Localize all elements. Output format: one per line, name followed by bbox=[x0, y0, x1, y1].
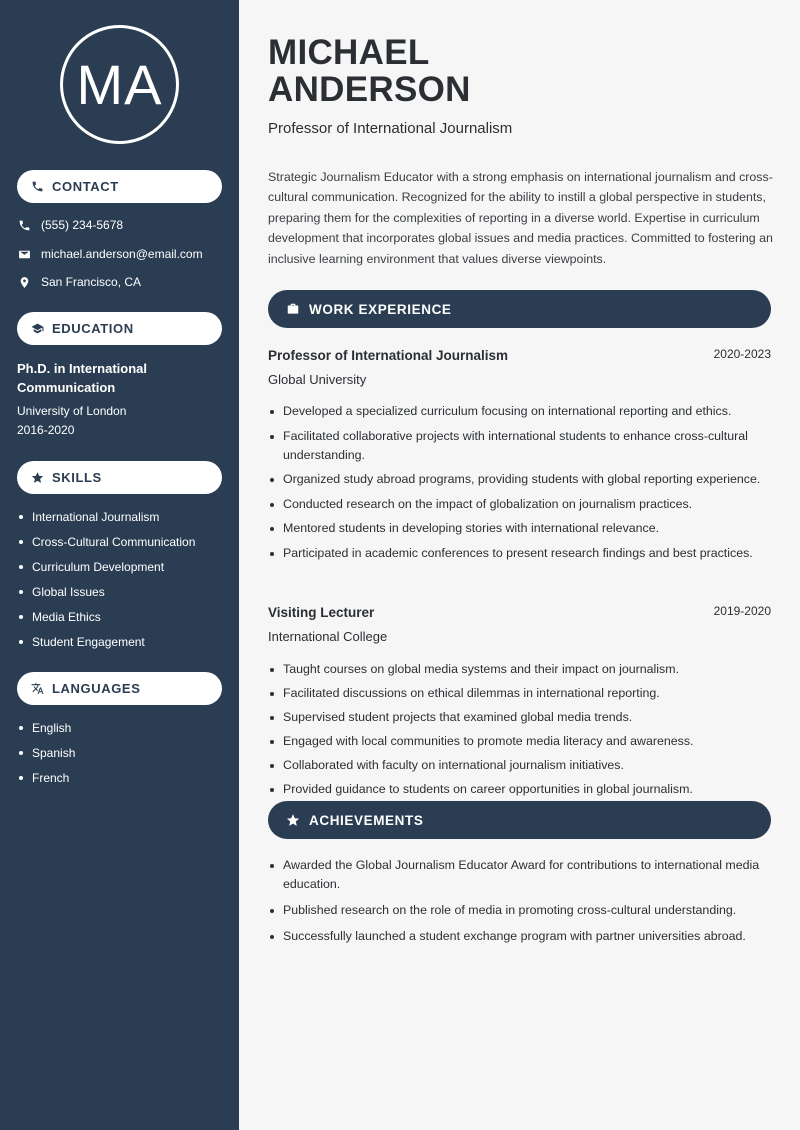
language-item: French bbox=[17, 770, 75, 795]
contact-email bbox=[17, 247, 203, 261]
bullet-item: Engaged with local communities to promote media literacy and awareness. bbox=[268, 732, 773, 751]
bullet-item: Facilitated discussions on ethical dilemmas in international reporting. bbox=[268, 684, 773, 703]
star-icon bbox=[30, 471, 44, 485]
bullet-item: Provided guidance to students on career opportunities in global journalism. bbox=[268, 780, 773, 799]
bullet-item: Organized study abroad programs, providing students with global reporting experience. bbox=[268, 470, 773, 489]
name-last: ANDERSON bbox=[268, 70, 471, 109]
location-text: San Francisco, CA bbox=[41, 275, 142, 289]
achievement-item: Published research on the role of media in promoting cross-cultural understanding. bbox=[268, 901, 773, 920]
education-heading-label: EDUCATION bbox=[52, 321, 134, 336]
achievements-heading bbox=[268, 801, 771, 839]
work-experience-label: WORK EXPERIENCE bbox=[309, 301, 452, 317]
achievements-list bbox=[268, 856, 773, 946]
monogram-avatar: MA bbox=[60, 25, 179, 144]
contact-heading-label: CONTACT bbox=[52, 179, 119, 194]
star-icon bbox=[285, 813, 300, 828]
candidate-name bbox=[268, 34, 471, 108]
graduation-cap-icon bbox=[30, 322, 44, 336]
bullet-item: Conducted research on the impact of globalization on journalism practices. bbox=[268, 495, 773, 514]
languages-heading bbox=[17, 672, 222, 705]
skill-item: Cross-Cultural Communication bbox=[17, 534, 195, 559]
profile-summary: Strategic Journalism Educator with a strong emphasis on international journalism and cross-cultural communication. Recognized for the ability to instill a global perspective in students, preparing them for the complexities of reporting in a diverse world. Expertise in curriculum development that incorporates global issues and media practices. Committed to fostering an inclusive learning environment that values diverse viewpoints. bbox=[268, 170, 773, 266]
job-2-org: International College bbox=[268, 629, 388, 644]
job-2-title: Visiting Lecturer bbox=[268, 605, 375, 620]
work-experience-heading bbox=[268, 290, 771, 328]
phone-icon bbox=[17, 218, 31, 232]
job-1-title: Professor of International Journalism bbox=[268, 348, 509, 363]
skill-item: Media Ethics bbox=[17, 609, 195, 634]
achievements-label: ACHIEVEMENTS bbox=[309, 812, 424, 828]
phone-text: (555) 234-5678 bbox=[41, 218, 124, 232]
language-item: English bbox=[17, 720, 75, 745]
skills-list bbox=[17, 509, 195, 659]
bullet-item: Supervised student projects that examined global media trends. bbox=[268, 708, 773, 727]
job-1-bullets bbox=[268, 402, 773, 563]
education-degree: Ph.D. in International Communication bbox=[17, 361, 148, 395]
email-text: michael.anderson@email.com bbox=[41, 247, 203, 261]
contact-location bbox=[17, 275, 141, 289]
job-1-org: Global University bbox=[268, 372, 367, 387]
contact-phone bbox=[17, 218, 123, 232]
name-first: MICHAEL bbox=[268, 33, 430, 72]
bullet-item: Collaborated with faculty on international journalism initiatives. bbox=[268, 756, 773, 775]
briefcase-icon bbox=[285, 302, 300, 317]
skills-heading-label: SKILLS bbox=[52, 470, 102, 485]
education-years: 2016-2020 bbox=[17, 423, 75, 437]
bullet-item: Facilitated collaborative projects with international students to enhance cross-cultural understanding. bbox=[268, 427, 773, 465]
languages-heading-label: LANGUAGES bbox=[52, 681, 141, 696]
job-1-dates: 2020-2023 bbox=[713, 347, 771, 361]
achievement-item: Awarded the Global Journalism Educator Award for contributions to international media education. bbox=[268, 856, 773, 894]
language-item: Spanish bbox=[17, 745, 75, 770]
bullet-item: Mentored students in developing stories with international relevance. bbox=[268, 519, 773, 538]
phone-icon bbox=[30, 180, 44, 194]
sidebar bbox=[0, 0, 239, 1130]
job-title-headline: Professor of International Journalism bbox=[268, 120, 513, 137]
job-2-dates: 2019-2020 bbox=[713, 604, 771, 618]
bullet-item: Taught courses on global media systems and their impact on journalism. bbox=[268, 660, 773, 679]
email-icon bbox=[17, 247, 31, 261]
education-school: University of London bbox=[17, 404, 127, 418]
bullet-item: Participated in academic conferences to present research findings and best practices. bbox=[268, 544, 773, 563]
education-heading bbox=[17, 312, 222, 345]
skill-item: Student Engagement bbox=[17, 634, 195, 659]
skills-heading bbox=[17, 461, 222, 494]
location-pin-icon bbox=[17, 275, 31, 289]
job-2-bullets bbox=[268, 660, 773, 799]
achievement-item: Successfully launched a student exchange program with partner universities abroad. bbox=[268, 927, 773, 946]
contact-heading bbox=[17, 170, 222, 203]
skill-item: Curriculum Development bbox=[17, 559, 195, 584]
skill-item: International Journalism bbox=[17, 509, 195, 534]
skill-item: Global Issues bbox=[17, 584, 195, 609]
bullet-item: Developed a specialized curriculum focusing on international reporting and ethics. bbox=[268, 402, 773, 421]
translate-icon bbox=[30, 682, 44, 696]
languages-list bbox=[17, 720, 75, 795]
